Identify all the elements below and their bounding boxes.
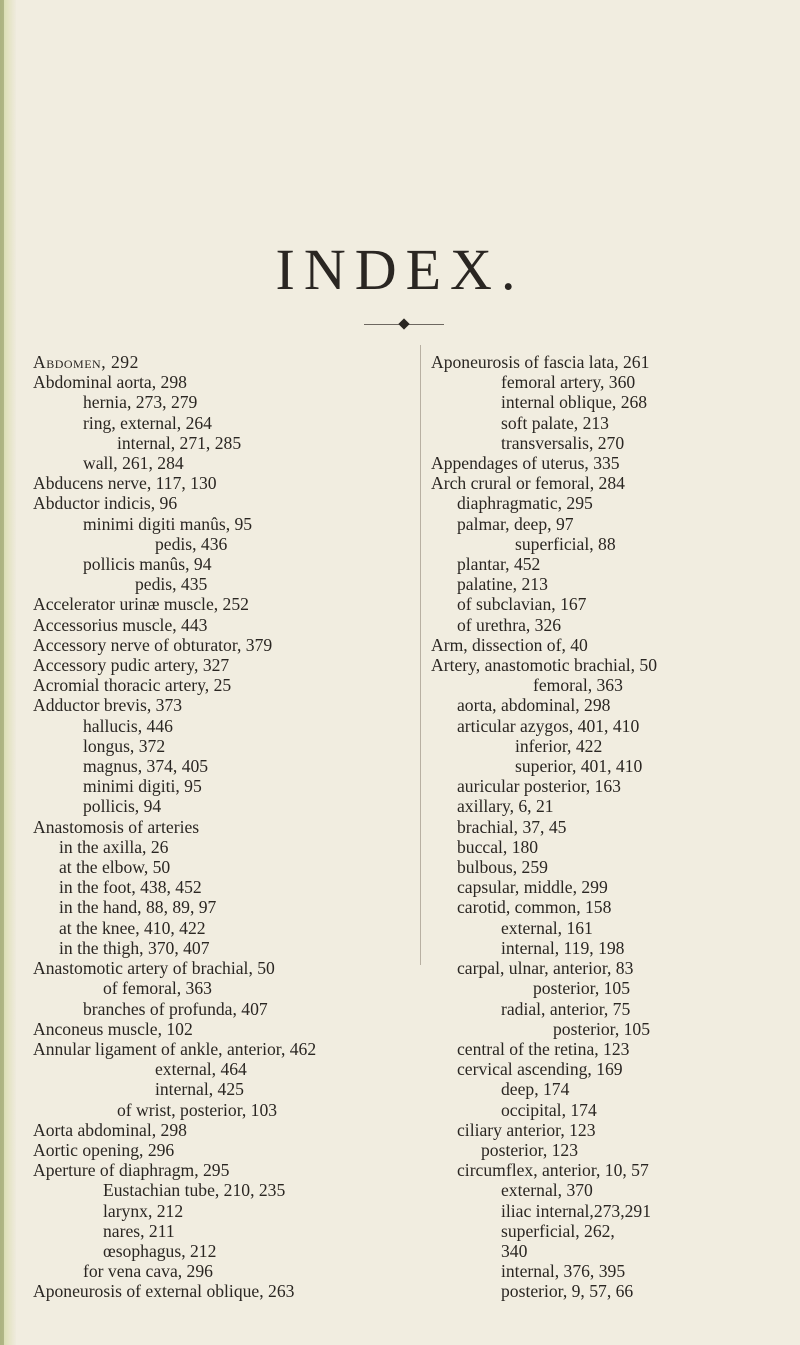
index-entry: Abducens nerve, 117, 130 [33,473,217,494]
index-entry: capsular, middle, 299 [457,877,608,898]
index-entry: ciliary anterior, 123 [457,1119,596,1140]
index-entry: larynx, 212 [103,1200,184,1221]
index-entry: Artery, anastomotic brachial, 50 [431,655,658,676]
index-entry: 340 [501,1240,528,1261]
index-entry: in the foot, 438, 452 [59,877,202,898]
index-entry: transversalis, 270 [501,432,625,453]
index-entry: iliac internal,273,291 [501,1200,651,1221]
index-entry: Annular ligament of ankle, anterior, 462 [33,1038,317,1059]
index-entry: posterior, 105 [533,978,631,999]
index-entry: of femoral, 363 [103,978,212,999]
index-entry: plantar, 452 [457,554,541,575]
index-entry: posterior, 105 [553,1018,651,1039]
index-entry: external, 464 [155,1059,247,1080]
index-entry: in the thigh, 370, 407 [59,937,210,958]
index-entry: inferior, 422 [515,735,603,756]
page-gutter-shadow [0,0,4,1345]
index-entry: Adductor brevis, 373 [33,695,183,716]
index-entry: Anastomotic artery of brachial, 50 [33,958,275,979]
index-entry: circumflex, anterior, 10, 57 [457,1160,649,1181]
index-entry: posterior, 123 [481,1139,579,1160]
ornament-diamond-icon [398,318,409,329]
index-entry: buccal, 180 [457,836,539,857]
index-entry: bulbous, 259 [457,857,548,878]
index-entry: Arch crural or femoral, 284 [431,473,625,494]
index-entry: Aponeurosis of fascia lata, 261 [431,352,650,372]
index-entry: Accelerator urinæ muscle, 252 [33,594,249,615]
index-entry: Eustachian tube, 210, 235 [103,1180,286,1201]
index-entry: magnus, 374, 405 [83,756,209,777]
index-entry: of subclavian, 167 [457,594,587,615]
index-entry: superficial, 88 [515,533,616,554]
index-entry: diaphragmatic, 295 [457,493,593,514]
index-entry: wall, 261, 284 [83,453,184,474]
index-entry: Aperture of diaphragm, 295 [33,1160,230,1181]
column-divider [420,345,421,965]
index-entry: external, 161 [501,917,593,938]
index-entry: brachial, 37, 45 [457,816,567,837]
index-entry: of wrist, posterior, 103 [117,1099,278,1120]
index-entry: ring, external, 264 [83,412,212,433]
index-entry: Appendages of uterus, 335 [431,453,620,474]
index-entry: internal, 425 [155,1079,244,1100]
index-entry: aorta, abdominal, 298 [457,695,611,716]
index-entry: hallucis, 446 [83,715,173,736]
index-entry: pollicis manûs, 94 [83,554,212,575]
index-entry: posterior, 9, 57, 66 [501,1281,634,1302]
index-entry: pedis, 436 [155,533,228,554]
index-entry: Anastomosis of arteries [33,816,200,837]
index-entry: internal, 271, 285 [117,432,242,453]
index-entry: Abductor indicis, 96 [33,493,178,514]
index-entry: pedis, 435 [135,574,208,595]
index-entry: Anconeus muscle, 102 [33,1018,193,1039]
index-entry: soft palate, 213 [501,412,609,433]
index-entry: superficial, 262, [501,1220,615,1241]
index-entry: Acromial thoracic artery, 25 [33,675,232,696]
index-entry: Aponeurosis of external oblique, 263 [33,1281,295,1302]
index-entry: Abdomen, 292 [33,352,139,372]
index-entry: articular azygos, 401, 410 [457,715,640,736]
index-entry: hernia, 273, 279 [83,392,198,413]
index-entry: œsophagus, 212 [103,1240,217,1261]
index-entry: Accessory pudic artery, 327 [33,655,230,676]
index-entry: at the knee, 410, 422 [59,917,206,938]
index-entry: superior, 401, 410 [515,756,643,777]
index-entry: Accessorius muscle, 443 [33,614,208,635]
index-entry: Arm, dissection of, 40 [431,634,588,655]
index-entry: external, 370 [501,1180,593,1201]
index-entry: auricular posterior, 163 [457,776,621,797]
index-entry: Abdominal aorta, 298 [33,372,187,393]
index-entry: carotid, common, 158 [457,897,612,918]
index-entry: femoral artery, 360 [501,372,636,393]
index-entry: occipital, 174 [501,1099,597,1120]
index-entry: minimi digiti, 95 [83,776,202,797]
index-entry: femoral, 363 [533,675,623,696]
index-entry: longus, 372 [83,735,166,756]
index-entry: nares, 211 [103,1220,175,1241]
page-title: INDEX. [275,237,525,302]
index-entry: of urethra, 326 [457,614,562,635]
index-entry: Aorta abdominal, 298 [33,1119,187,1140]
index-entry: radial, anterior, 75 [501,998,631,1019]
index-entry: palmar, deep, 97 [457,513,574,534]
index-entry: in the hand, 88, 89, 97 [59,897,217,918]
index-column-right [431,352,791,1302]
index-entry: minimi digiti manûs, 95 [83,513,253,534]
index-entry: branches of profunda, 407 [83,998,268,1019]
index-entry: in the axilla, 26 [59,836,169,857]
index-entry: internal, 376, 395 [501,1261,626,1282]
index-entry: Aortic opening, 296 [33,1139,175,1160]
index-entry: carpal, ulnar, anterior, 83 [457,958,634,979]
index-entry: central of the retina, 123 [457,1038,630,1059]
index-column-left [33,352,393,1302]
index-entry: internal oblique, 268 [501,392,648,413]
index-entry: internal, 119, 198 [501,937,625,958]
index-entry: pollicis, 94 [83,796,162,817]
index-entry: cervical ascending, 169 [457,1059,623,1080]
index-entry: for vena cava, 296 [83,1261,213,1282]
index-entry: Accessory nerve of obturator, 379 [33,634,273,655]
index-entry: palatine, 213 [457,574,548,595]
index-entry: deep, 174 [501,1079,570,1100]
index-entry: at the elbow, 50 [59,857,171,878]
index-entry: axillary, 6, 21 [457,796,554,817]
